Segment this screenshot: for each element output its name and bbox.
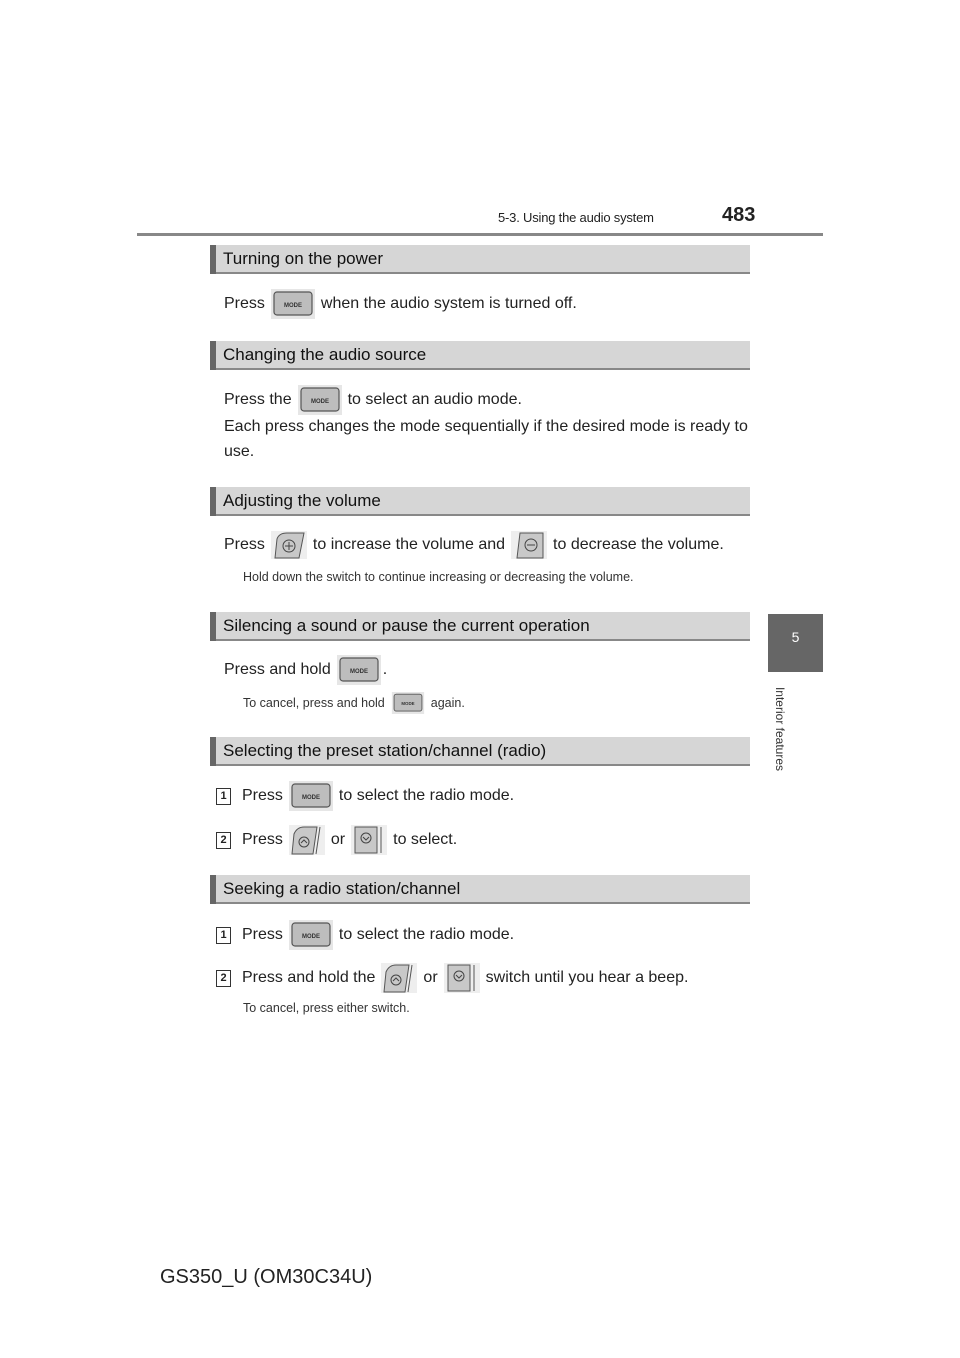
text: or — [423, 969, 438, 986]
step — [216, 920, 514, 950]
text: Press — [224, 295, 265, 312]
step-number: 1 — [216, 927, 231, 944]
text: to select the radio mode. — [338, 926, 515, 943]
text: Press — [242, 831, 283, 848]
seek-up-switch-icon — [289, 825, 325, 855]
seek-up-switch-icon — [381, 963, 417, 993]
text: when the audio system is turned off. — [320, 295, 577, 312]
text: Press — [242, 787, 283, 804]
text: Press the — [224, 391, 292, 408]
note — [243, 692, 465, 714]
volume-down-switch-icon — [511, 531, 547, 559]
step-number: 1 — [216, 788, 231, 805]
instruction — [224, 531, 724, 559]
text: to select an audio mode. — [347, 391, 522, 408]
text: Press and hold the — [242, 969, 376, 986]
mode-button-icon — [391, 692, 425, 714]
section-heading — [210, 487, 750, 516]
section-title: Turning on the power — [223, 249, 384, 268]
section-heading — [210, 737, 750, 766]
instruction — [224, 385, 522, 415]
step — [216, 825, 457, 855]
step-number: 2 — [216, 832, 231, 849]
section-title: Seeking a radio station/channel — [223, 879, 461, 898]
volume-up-switch-icon — [271, 531, 307, 559]
section-heading — [210, 341, 750, 370]
note: Hold down the switch to continue increasing or decreasing the volume. — [243, 570, 634, 584]
chapter-label: Interior features — [773, 686, 787, 772]
mode-button-icon — [271, 289, 315, 319]
instruction — [224, 289, 577, 319]
section-title: Adjusting the volume — [223, 491, 381, 510]
text: Press — [242, 926, 283, 943]
text: use. — [224, 443, 255, 460]
mode-button-icon — [298, 385, 342, 415]
instruction — [224, 655, 387, 685]
note: To cancel, press either switch. — [243, 1001, 410, 1015]
mode-button-icon — [337, 655, 381, 685]
text: to increase the volume and — [312, 536, 506, 553]
step — [216, 963, 688, 993]
section-heading — [210, 245, 750, 274]
section-heading — [210, 612, 750, 641]
section-title: Selecting the preset station/channel (radio) — [223, 741, 547, 760]
section-heading — [210, 875, 750, 904]
section-title: Changing the audio source — [223, 345, 427, 364]
text: To cancel, press and hold — [243, 696, 385, 710]
text: again. — [430, 696, 465, 710]
section-title: Silencing a sound or pause the current operation — [223, 616, 590, 635]
mode-button-icon — [289, 920, 333, 950]
step-number: 2 — [216, 970, 231, 987]
seek-down-switch-icon — [444, 963, 480, 993]
step — [216, 781, 514, 811]
header-rule — [137, 233, 823, 236]
text: . — [382, 661, 388, 678]
mode-button-icon — [289, 781, 333, 811]
text: Press — [224, 536, 265, 553]
text: to select the radio mode. — [338, 787, 515, 804]
text: to select. — [393, 831, 458, 848]
seek-down-switch-icon — [351, 825, 387, 855]
text: or — [330, 831, 346, 848]
page-number: 483 — [722, 204, 756, 226]
text: switch until you hear a beep. — [485, 969, 689, 986]
text: Each press changes the mode sequentially if the desired mode is ready to — [224, 418, 748, 435]
chapter-tab: 5 — [768, 614, 823, 672]
text: Press and hold — [224, 661, 331, 678]
text: to decrease the volume. — [553, 536, 724, 553]
running-header-section: 5-3. Using the audio system — [498, 210, 654, 225]
document-code: GS350_U (OM30C34U) — [160, 1266, 373, 1288]
